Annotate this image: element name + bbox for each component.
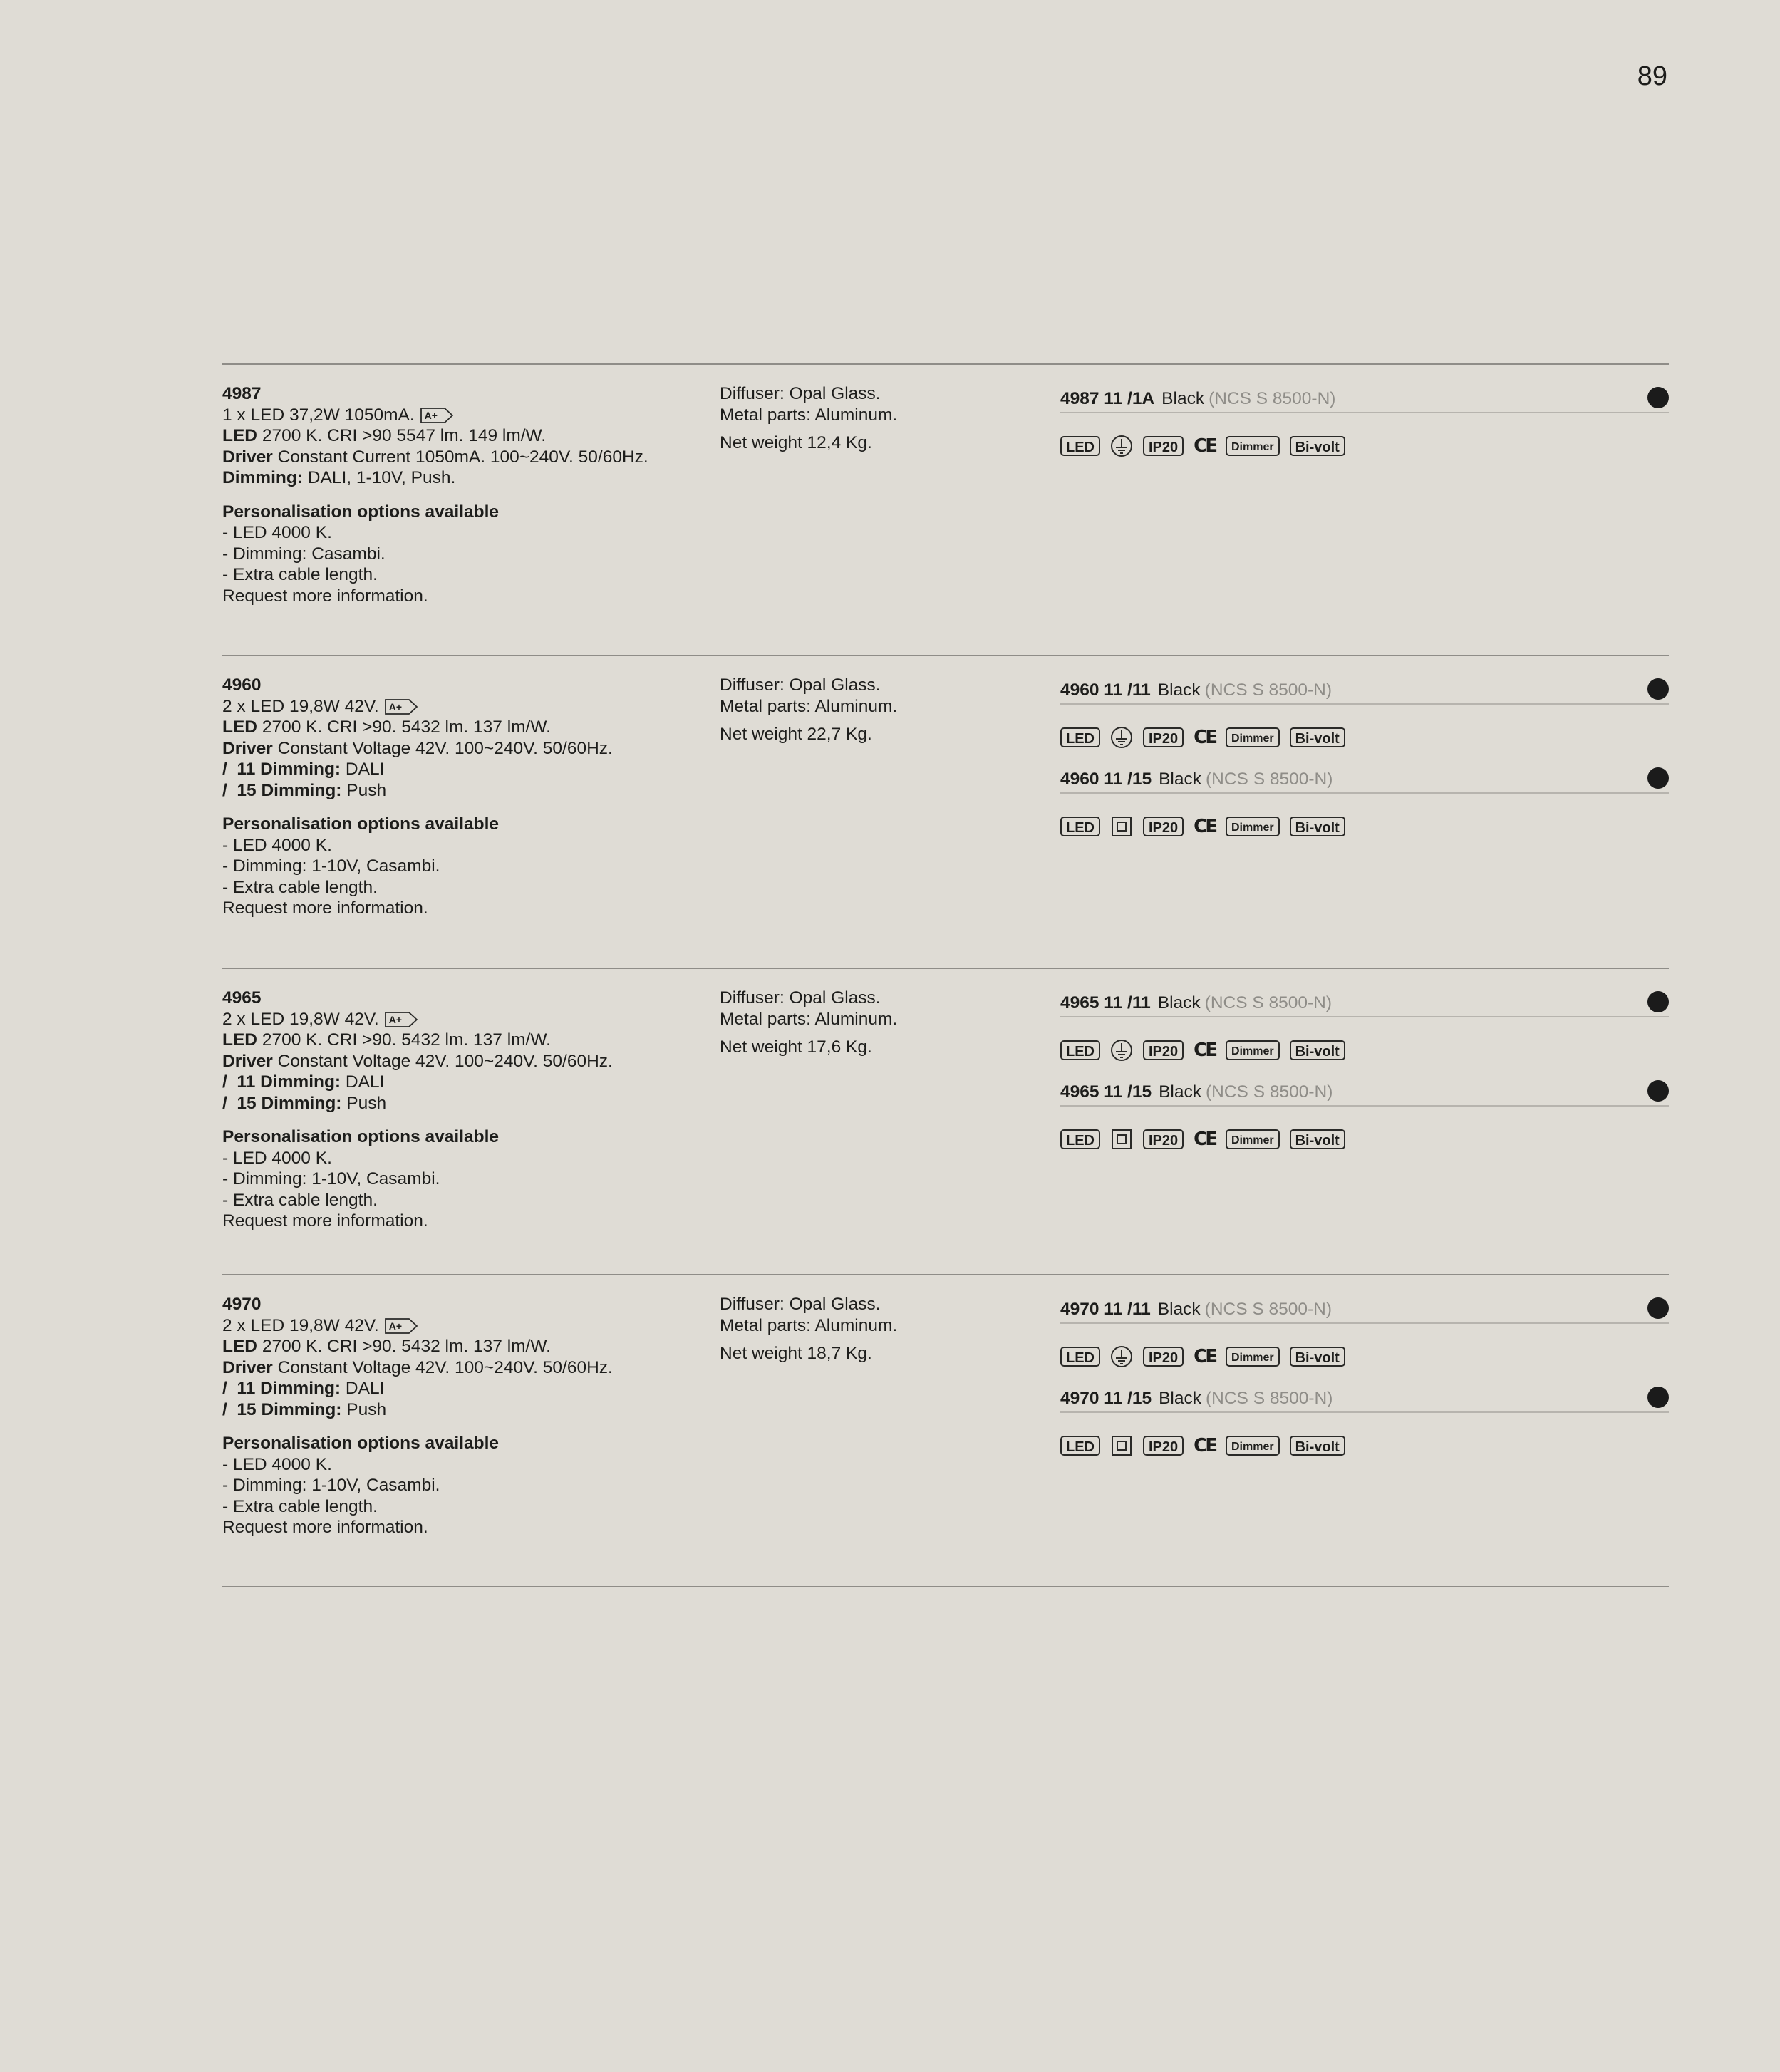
led-label: LED [222, 1030, 257, 1050]
personalisation-option: - LED 4000 K. [222, 1148, 332, 1168]
ce-mark-icon: CE [1194, 816, 1216, 837]
dimming-spec [222, 780, 707, 802]
product-specs [222, 383, 707, 606]
dimming-label: / 15 Dimming: [222, 780, 342, 800]
variant-ncs: (NCS S 8500-N) [1204, 993, 1333, 1012]
personalisation-option: - Dimming: 1-10V, Casambi. [222, 1476, 440, 1495]
driver-text: Constant Voltage 42V. 100~240V. 50/60Hz. [277, 1357, 613, 1377]
variant-ncs: (NCS S 8500-N) [1204, 1300, 1333, 1319]
color-swatch [1647, 387, 1669, 408]
personalisation-title: Personalisation options available [222, 502, 500, 522]
request-info-link[interactable]: Request more information. [222, 586, 428, 606]
weight-text: Net weight 22,7 Kg. [720, 725, 872, 744]
bivolt-icon: Bi-volt [1290, 817, 1345, 836]
earth-ground-icon [1110, 435, 1133, 457]
dimmer-icon: Dimmer [1226, 1436, 1280, 1456]
variant-code-text: 4965 11 /11 [1060, 993, 1151, 1012]
dimming-spec [222, 1072, 707, 1093]
personalisation-option: - Extra cable length. [222, 877, 378, 897]
bivolt-icon: Bi-volt [1290, 1347, 1345, 1367]
led-text: 2700 K. CRI >90. 5432 lm. 137 lm/W. [262, 1030, 551, 1050]
certification-icons [1060, 1434, 1345, 1457]
led-icon: LED [1060, 436, 1100, 456]
variant-row [1060, 1082, 1669, 1107]
variant-code-text: 4970 11 /15 [1060, 1389, 1152, 1408]
certification-icons [1060, 815, 1345, 838]
energy-label-icon [420, 408, 453, 423]
personalisation-option: - LED 4000 K. [222, 835, 332, 855]
product-block [222, 655, 1669, 918]
page-number: 89 [1637, 61, 1667, 91]
bivolt-icon: Bi-volt [1290, 436, 1345, 456]
variant-code [1060, 1082, 1333, 1102]
led-icon: LED [1060, 1040, 1100, 1060]
personalisation-option: - LED 4000 K. [222, 1454, 332, 1474]
personalisation-title: Personalisation options available [222, 1127, 500, 1146]
product-specs [222, 1294, 707, 1538]
variant-row [1060, 770, 1669, 794]
product-model: 4987 [222, 384, 262, 403]
diffuser-text: Diffuser: Opal Glass. [720, 1295, 881, 1314]
dimmer-icon: Dimmer [1226, 817, 1280, 836]
ce-mark-icon: CE [1194, 1129, 1216, 1150]
earth-ground-icon [1110, 726, 1133, 749]
diffuser-text: Diffuser: Opal Glass. [720, 384, 881, 403]
personalisation-option: - Extra cable length. [222, 1190, 378, 1210]
led-spec [222, 425, 707, 447]
metal-text: Metal parts: Aluminum. [720, 405, 898, 425]
request-info-link[interactable]: Request more information. [222, 1518, 428, 1537]
variant-ncs: (NCS S 8500-N) [1209, 389, 1336, 408]
color-swatch [1647, 1080, 1669, 1102]
certification-icons [1060, 726, 1345, 749]
color-swatch [1647, 767, 1669, 789]
dimming-text: DALI [345, 760, 385, 779]
color-swatch [1647, 1387, 1669, 1408]
diffuser-text: Diffuser: Opal Glass. [720, 988, 881, 1007]
product-materials [720, 1294, 1033, 1364]
ip20-icon: IP20 [1143, 727, 1184, 747]
personalisation-title: Personalisation options available [222, 814, 500, 834]
bottom-divider [222, 1586, 1669, 1587]
led-spec [222, 717, 707, 738]
ip20-icon: IP20 [1143, 1436, 1184, 1456]
dimming-spec [222, 467, 707, 489]
dimming-label: / 11 Dimming: [222, 1072, 341, 1092]
driver-label: Driver [222, 738, 273, 758]
driver-text: Constant Voltage 42V. 100~240V. 50/60Hz. [277, 1051, 613, 1071]
dimmer-icon: Dimmer [1226, 1040, 1280, 1060]
product-specs [222, 675, 707, 919]
earth-ground-icon [1110, 1345, 1133, 1368]
variant-code-text: 4987 11 /1A [1060, 389, 1155, 408]
led-label: LED [222, 426, 257, 445]
color-swatch [1647, 991, 1669, 1012]
ip20-icon: IP20 [1143, 1347, 1184, 1367]
variant-color: Black [1159, 1389, 1201, 1408]
energy-class-text: A+ [388, 1320, 403, 1332]
variant-code [1060, 389, 1335, 409]
dimming-label: / 11 Dimming: [222, 760, 341, 779]
variant-row [1060, 993, 1669, 1017]
dimming-text: DALI [345, 1379, 385, 1398]
led-icon: LED [1060, 817, 1100, 836]
metal-text: Metal parts: Aluminum. [720, 1315, 898, 1335]
led-spec [222, 1030, 707, 1051]
energy-class-text: A+ [388, 1014, 403, 1026]
energy-label-icon [385, 699, 418, 715]
ip20-icon: IP20 [1143, 1129, 1184, 1149]
color-swatch [1647, 678, 1669, 700]
variant-code [1060, 993, 1332, 1013]
personalisation-option: - Extra cable length. [222, 565, 378, 584]
driver-text: Constant Voltage 42V. 100~240V. 50/60Hz. [277, 738, 613, 758]
driver-label: Driver [222, 447, 273, 467]
dimming-label: / 11 Dimming: [222, 1379, 341, 1398]
variant-ncs: (NCS S 8500-N) [1204, 680, 1333, 700]
dimmer-icon: Dimmer [1226, 1129, 1280, 1149]
ce-mark-icon: CE [1194, 1040, 1216, 1061]
diffuser-text: Diffuser: Opal Glass. [720, 675, 881, 695]
ce-mark-icon: CE [1194, 1435, 1216, 1456]
dimming-text: Push [346, 780, 387, 800]
led-spec [222, 1336, 707, 1357]
bivolt-icon: Bi-volt [1290, 1040, 1345, 1060]
dimming-label: Dimming: [222, 468, 303, 487]
product-model: 4965 [222, 988, 262, 1007]
variant-color: Black [1157, 1300, 1201, 1319]
variant-ncs: (NCS S 8500-N) [1206, 1082, 1333, 1102]
led-icon: LED [1060, 1436, 1100, 1456]
variant-row [1060, 1389, 1669, 1413]
driver-text: Constant Current 1050mA. 100~240V. 50/60Hz. [277, 447, 648, 467]
led-label: LED [222, 718, 257, 737]
power-spec [222, 405, 707, 426]
personalisation-option: - Dimming: 1-10V, Casambi. [222, 1169, 440, 1188]
variant-code [1060, 1300, 1332, 1320]
variant-code [1060, 680, 1332, 700]
product-block [222, 968, 1669, 1231]
variant-ncs: (NCS S 8500-N) [1206, 1389, 1333, 1408]
variant-row [1060, 389, 1669, 413]
energy-label-icon [385, 1318, 418, 1334]
led-icon: LED [1060, 727, 1100, 747]
ip20-icon: IP20 [1143, 1040, 1184, 1060]
power-spec [222, 696, 707, 718]
dimming-label: / 15 Dimming: [222, 1093, 342, 1113]
ce-mark-icon: CE [1194, 435, 1216, 457]
driver-spec [222, 447, 707, 468]
led-text: 2700 K. CRI >90 5547 lm. 149 lm/W. [262, 426, 547, 445]
energy-class-text: A+ [424, 410, 438, 422]
personalisation-option: - LED 4000 K. [222, 523, 332, 542]
variant-code-text: 4960 11 /11 [1060, 680, 1151, 700]
ce-mark-icon: CE [1194, 1346, 1216, 1367]
driver-spec [222, 1051, 707, 1072]
ip20-icon: IP20 [1143, 817, 1184, 836]
product-specs [222, 988, 707, 1232]
certification-icons [1060, 1039, 1345, 1062]
product-block [222, 363, 1669, 606]
personalisation-option: - Dimming: Casambi. [222, 544, 386, 564]
weight-text: Net weight 18,7 Kg. [720, 1344, 872, 1363]
ce-mark-icon: CE [1194, 727, 1216, 748]
dimming-spec [222, 1399, 707, 1421]
ip20-icon: IP20 [1143, 436, 1184, 456]
certification-icons [1060, 435, 1345, 457]
earth-ground-icon [1110, 1039, 1133, 1062]
variant-color: Black [1157, 680, 1201, 700]
variant-ncs: (NCS S 8500-N) [1206, 770, 1333, 789]
dimming-spec [222, 1378, 707, 1399]
variant-row [1060, 680, 1669, 705]
energy-label-icon [385, 1012, 418, 1027]
weight-text: Net weight 12,4 Kg. [720, 433, 872, 452]
variant-code [1060, 770, 1333, 789]
product-materials [720, 675, 1033, 745]
personalisation-option: - Dimming: 1-10V, Casambi. [222, 856, 440, 876]
driver-label: Driver [222, 1051, 273, 1071]
dimmer-icon: Dimmer [1226, 1347, 1280, 1367]
power-spec-text: 2 x LED 19,8W 42V. [222, 1009, 379, 1029]
led-text: 2700 K. CRI >90. 5432 lm. 137 lm/W. [262, 1337, 551, 1356]
double-insulation-icon [1110, 1128, 1133, 1151]
variant-color: Black [1157, 993, 1201, 1012]
bivolt-icon: Bi-volt [1290, 1436, 1345, 1456]
weight-text: Net weight 17,6 Kg. [720, 1037, 872, 1057]
variant-color: Black [1159, 770, 1201, 789]
variant-row [1060, 1300, 1669, 1324]
dimming-text: Push [346, 1399, 387, 1419]
variant-code-text: 4965 11 /15 [1060, 1082, 1152, 1102]
bivolt-icon: Bi-volt [1290, 1129, 1345, 1149]
personalisation-title: Personalisation options available [222, 1434, 500, 1453]
dimming-text: DALI, 1-10V, Push. [307, 468, 456, 487]
variant-color: Black [1161, 389, 1205, 408]
certification-icons [1060, 1128, 1345, 1151]
power-spec-text: 2 x LED 19,8W 42V. [222, 696, 379, 716]
power-spec-text: 2 x LED 19,8W 42V. [222, 1315, 379, 1335]
led-text: 2700 K. CRI >90. 5432 lm. 137 lm/W. [262, 718, 551, 737]
product-model: 4970 [222, 1295, 262, 1314]
energy-class-text: A+ [388, 701, 403, 713]
driver-label: Driver [222, 1357, 273, 1377]
color-swatch [1647, 1297, 1669, 1319]
request-info-link[interactable]: Request more information. [222, 898, 428, 918]
dimming-spec [222, 759, 707, 780]
led-label: LED [222, 1337, 257, 1356]
double-insulation-icon [1110, 1434, 1133, 1457]
personalisation-option: - Extra cable length. [222, 1496, 378, 1516]
dimming-label: / 15 Dimming: [222, 1399, 342, 1419]
variant-code-text: 4960 11 /15 [1060, 770, 1152, 789]
metal-text: Metal parts: Aluminum. [720, 696, 898, 716]
double-insulation-icon [1110, 815, 1133, 838]
dimming-text: DALI [345, 1072, 385, 1092]
product-materials [720, 988, 1033, 1058]
bivolt-icon: Bi-volt [1290, 727, 1345, 747]
variant-code-text: 4970 11 /11 [1060, 1300, 1151, 1319]
power-spec-text: 1 x LED 37,2W 1050mA. [222, 405, 415, 425]
dimmer-icon: Dimmer [1226, 436, 1280, 456]
request-info-link[interactable]: Request more information. [222, 1211, 428, 1231]
dimming-text: Push [346, 1093, 387, 1113]
product-block [222, 1274, 1669, 1537]
driver-spec [222, 1357, 707, 1379]
variant-color: Black [1159, 1082, 1201, 1102]
driver-spec [222, 738, 707, 760]
led-icon: LED [1060, 1129, 1100, 1149]
metal-text: Metal parts: Aluminum. [720, 1009, 898, 1029]
certification-icons [1060, 1345, 1345, 1368]
power-spec [222, 1009, 707, 1030]
dimmer-icon: Dimmer [1226, 727, 1280, 747]
product-model: 4960 [222, 675, 262, 695]
variant-code [1060, 1389, 1333, 1409]
dimming-spec [222, 1093, 707, 1114]
power-spec [222, 1315, 707, 1337]
product-materials [720, 383, 1033, 454]
led-icon: LED [1060, 1347, 1100, 1367]
